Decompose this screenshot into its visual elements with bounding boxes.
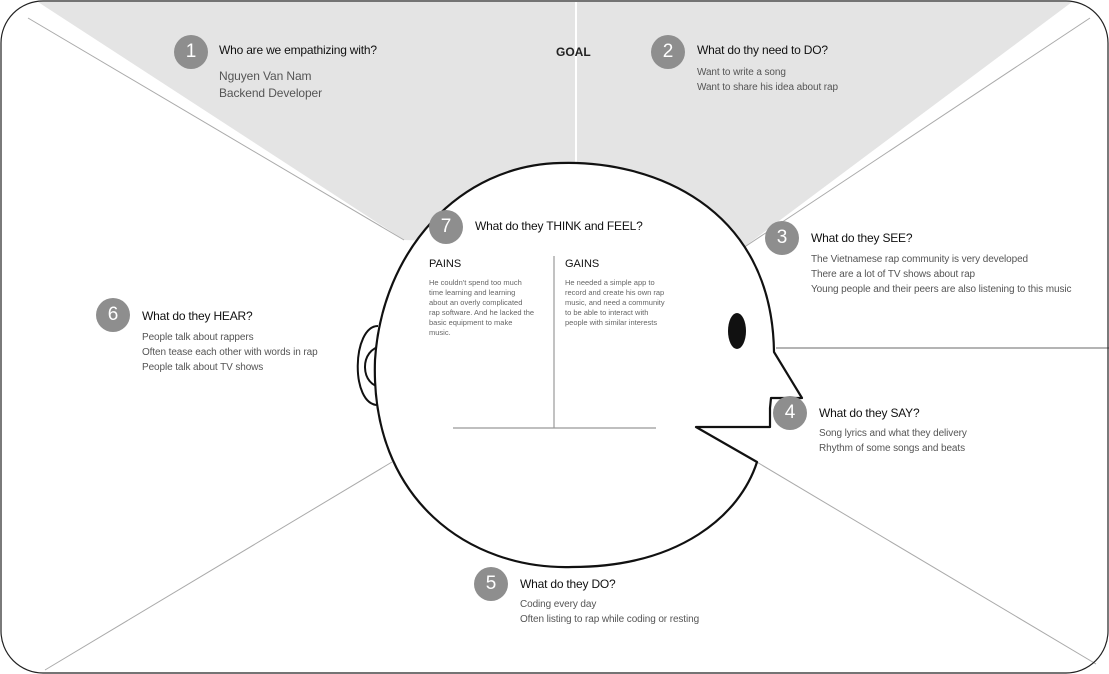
title-think-feel: What do they THINK and FEEL?: [475, 219, 643, 233]
lines-see: [811, 252, 1071, 297]
lines-hear: [142, 330, 318, 375]
badge-hear: 6: [96, 298, 130, 332]
see-line: There are a lot of TV shows about rap: [811, 269, 975, 280]
see-line: Young people and their peers are also listening to this music: [811, 284, 1072, 295]
say-line: Rhythm of some songs and beats: [819, 443, 965, 454]
gains-line: to be able to interact with: [565, 308, 649, 317]
who-line: Nguyen Van Nam: [219, 69, 312, 83]
badge-who: 1: [174, 35, 208, 69]
hear-line: People talk about TV shows: [142, 362, 264, 373]
who-line: Backend Developer: [219, 86, 323, 100]
do-need-line: Want to write a song: [697, 67, 786, 78]
eye: [728, 313, 746, 349]
lines-do-need: [697, 65, 838, 95]
do-line: Coding every day: [520, 599, 597, 610]
title-who: Who are we empathizing with?: [219, 43, 377, 57]
gains-line: music, and need a community: [565, 298, 665, 307]
pains-line: basic equipment to make: [429, 318, 513, 327]
gains-line: people with similar interests: [565, 318, 658, 327]
lines-who: [219, 68, 322, 102]
see-line: The Vietnamese rap community is very developed: [811, 254, 1028, 265]
goal-label: GOAL: [556, 45, 591, 59]
gains-line: record and create his own rap: [565, 288, 665, 297]
say-line: Song lyrics and what they delivery: [819, 428, 967, 439]
pains-label: PAINS: [429, 258, 462, 270]
hear-line: Often tease each other with words in rap: [142, 347, 318, 358]
gains-text: [565, 278, 665, 328]
lines-say: [819, 426, 967, 456]
pains-line: music.: [429, 328, 451, 337]
pains-line: about an overly complicated: [429, 298, 523, 307]
divider-bottom-right: [745, 455, 1096, 664]
gains-line: He needed a simple app to: [565, 278, 655, 287]
title-do: What do they DO?: [520, 577, 616, 591]
pains-line: time learning and learning: [429, 288, 516, 297]
pains-text: [429, 278, 534, 338]
badge-think-feel: 7: [429, 210, 463, 244]
title-do-need: What do thy need to DO?: [697, 43, 828, 57]
pains-line: He couldn't spend too much: [429, 278, 522, 287]
title-see: What do they SEE?: [811, 231, 913, 245]
hear-line: People talk about rappers: [142, 332, 254, 343]
do-line: Often listing to rap while coding or resting: [520, 614, 700, 625]
divider-bottom-left: [45, 462, 392, 670]
badge-do: 5: [474, 567, 508, 601]
gains-label: GAINS: [565, 258, 600, 270]
badge-see: 3: [765, 221, 799, 255]
do-need-line: Want to share his idea about rap: [697, 82, 838, 93]
title-hear: What do they HEAR?: [142, 309, 253, 323]
pains-line: rap software. And he lacked the: [429, 308, 535, 317]
badge-do-need: 2: [651, 35, 685, 69]
title-say: What do they SAY?: [819, 406, 920, 420]
badge-say: 4: [773, 396, 807, 430]
lines-do: [520, 597, 699, 627]
